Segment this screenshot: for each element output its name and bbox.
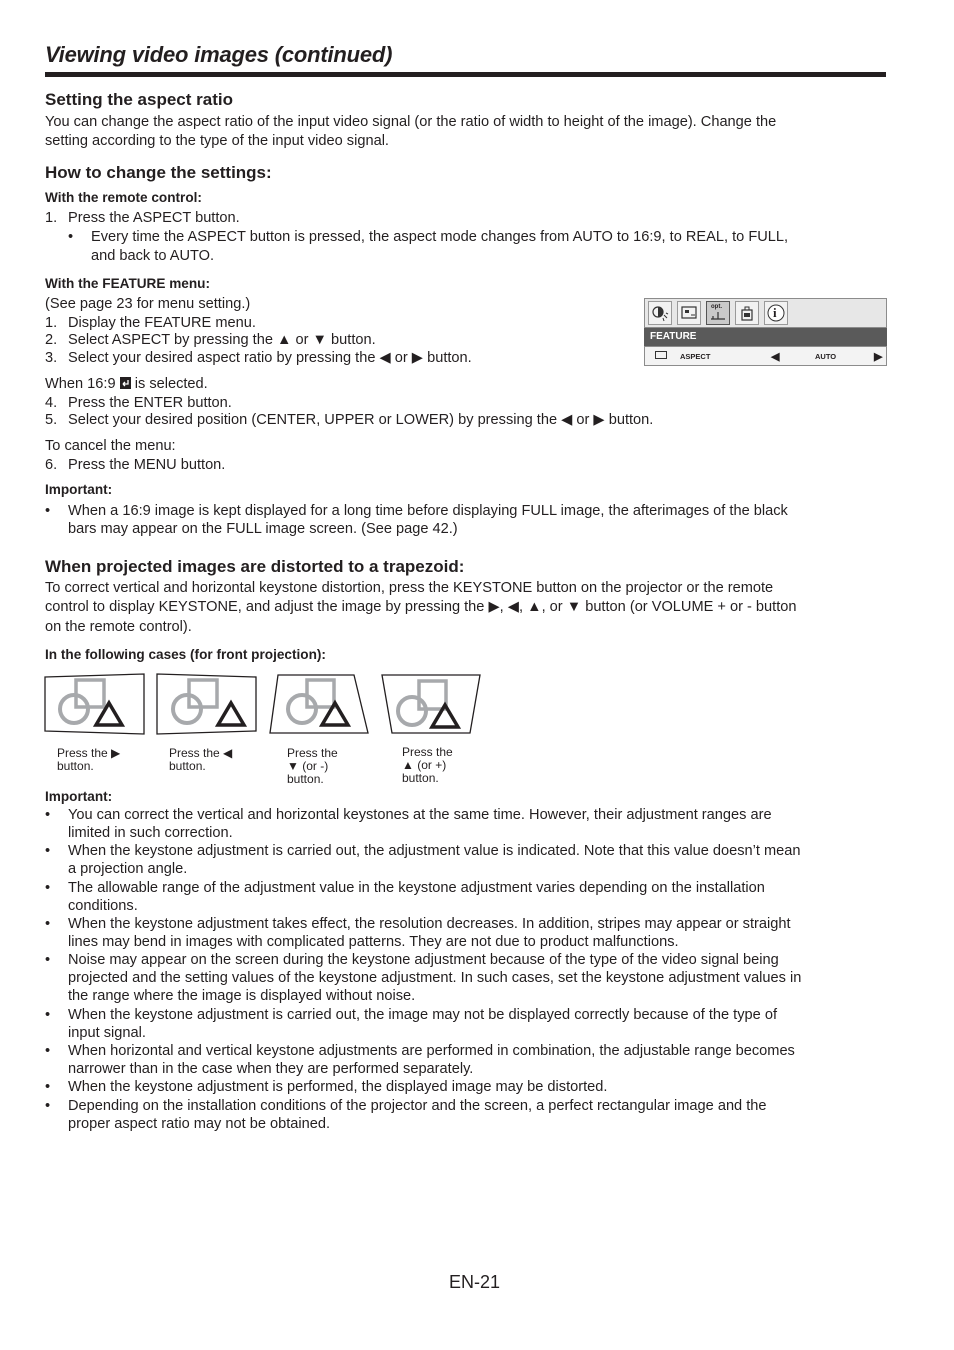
caption-line1: Press the — [287, 746, 338, 760]
bullet-line1: When horizontal and vertical keystone adjustments are performed in combination, the adjustable range becomes — [68, 1043, 795, 1059]
menu-aspect-row — [644, 346, 887, 366]
menu-icon-row — [644, 298, 887, 328]
caption-up — [402, 746, 453, 785]
enter-key-icon — [120, 377, 131, 389]
keystone-bullet — [45, 842, 887, 878]
step-text: Display the FEATURE menu. — [68, 315, 256, 331]
aspect-intro-line2: setting according to the type of the input video signal. — [45, 133, 389, 149]
step-text: Press the MENU button. — [68, 457, 226, 473]
bullet-line2: conditions. — [68, 898, 138, 914]
bullet-line2: lines may bend in images with complicated patterns. They are not due to product malfunctions. — [68, 934, 679, 950]
cancel-text: To cancel the menu: — [45, 438, 176, 454]
keystone-diagram-right — [45, 674, 144, 734]
bullet-dot: • — [45, 1043, 51, 1059]
opt-label: opt. — [711, 304, 722, 310]
page-title: Viewing video images (continued) — [45, 42, 393, 67]
keystone-bullet — [45, 915, 887, 951]
bullet-line3: the range where the image is displayed without noise. — [68, 988, 416, 1004]
installation-icon — [735, 301, 759, 325]
keystone-heading: When projected images are distorted to a trapezoid: — [45, 557, 465, 576]
bullet-dot: • — [45, 1098, 51, 1114]
cases-heading: In the following cases (for front projection): — [45, 647, 326, 662]
keystone-bullet — [45, 879, 887, 915]
keystone-diagram-down — [270, 675, 368, 733]
caption-line3: button. — [287, 772, 324, 786]
caption-line2: button. — [169, 759, 206, 773]
caption-line1: Press the ◀ — [169, 746, 233, 760]
bullet-line2: and back to AUTO. — [91, 248, 215, 264]
bullet-dot: • — [45, 952, 51, 968]
keystone-important-label: Important: — [45, 789, 113, 804]
caption-line1: Press the — [402, 745, 453, 759]
keystone-bullet — [45, 806, 887, 842]
bullet-line1: Depending on the installation conditions of the projector and the screen, a perfect rectangular image and the — [68, 1098, 767, 1114]
bullet-line2: limited in such correction. — [68, 825, 233, 841]
bullet-line1: When the keystone adjustment is carried out, the adjustment value is indicated. Note that this value doesn’t mean — [68, 843, 801, 859]
menu-item-label: ASPECT — [680, 352, 711, 361]
bullet-line2: a projection angle. — [68, 861, 188, 877]
howto-heading: How to change the settings: — [45, 163, 272, 182]
bullet-dot: • — [45, 1079, 51, 1095]
keystone-intro-line3: on the remote control). — [45, 619, 192, 635]
feature-menu-illustration — [644, 298, 887, 366]
step-text: Select your desired position (CENTER, UPPER or LOWER) by pressing the ◀ or ▶ button. — [68, 412, 654, 428]
bullet-line1: When a 16:9 image is kept displayed for a long time before displaying FULL image, the afterimages of the black — [68, 503, 788, 519]
bullet-dot: • — [68, 229, 74, 245]
feature-note: (See page 23 for menu setting.) — [45, 296, 251, 312]
keystone-intro-line1: To correct vertical and horizontal keystone distortion, press the KEYSTONE button on the projector or the remote — [45, 580, 774, 596]
left-arrow-icon: ◀ — [771, 351, 780, 363]
step-number: 1. — [45, 210, 58, 226]
menu-item-value: AUTO — [815, 352, 837, 361]
keystone-intro-line2: control to display KEYSTONE, and adjust the image by pressing the ▶, ◀, ▲, or ▼ button (or VOLUME + or - button — [45, 599, 797, 615]
bullet-line1: Noise may appear on the screen during the keystone adjustment because of the type of the video signal being — [68, 952, 779, 968]
caption-line3: button. — [402, 771, 439, 785]
bullet-line1: Every time the ASPECT button is pressed, the aspect mode changes from AUTO to 16:9, to REAL, to FULL, — [91, 229, 789, 245]
keystone-bullet — [45, 951, 887, 1005]
caption-line2: ▼ (or -) — [287, 759, 329, 773]
keystone-bullet — [45, 1006, 887, 1042]
info-label: i — [773, 305, 777, 320]
bullet-line1: The allowable range of the adjustment value in the keystone adjustment varies depending on the installation — [68, 880, 765, 896]
right-arrow-icon: ▶ — [874, 351, 883, 363]
bullet-dot: • — [45, 843, 51, 859]
step-number: 5. — [45, 412, 58, 428]
aspect-heading: Setting the aspect ratio — [45, 90, 233, 109]
bullet-dot: • — [45, 1007, 51, 1023]
important-label: Important: — [45, 482, 113, 497]
step-text: Select ASPECT by pressing the ▲ or ▼ button. — [68, 332, 376, 348]
step-text: Press the ENTER button. — [68, 395, 232, 411]
keystone-diagram-left — [157, 674, 256, 734]
caption-left — [169, 747, 232, 773]
step-number: 2. — [45, 332, 58, 348]
remote-bullet — [68, 228, 868, 266]
step-number: 1. — [45, 315, 58, 331]
step-number: 3. — [45, 350, 58, 366]
aspect-menu-icon — [655, 351, 667, 359]
caption-down — [287, 747, 338, 786]
bullet-line2: input signal. — [68, 1025, 146, 1041]
bullet-line2: proper aspect ratio may not be obtained. — [68, 1116, 331, 1132]
title-rule — [45, 72, 886, 77]
bullet-dot: • — [45, 503, 51, 519]
bullet-line2: projected and the setting values of the keystone adjustment. In such cases, set the keystone adjustment values in — [68, 970, 802, 986]
feature-heading: With the FEATURE menu: — [45, 276, 211, 291]
page-number: EN-21 — [449, 1272, 501, 1292]
step-text: Select your desired aspect ratio by pressing the ◀ or ▶ button. — [68, 350, 472, 366]
image-adjust-icon — [648, 301, 672, 325]
bullet-line1: When the keystone adjustment is carried out, the image may not be displayed correctly because of the type of — [68, 1007, 777, 1023]
bullet-line2: narrower than in the case when they are performed separately. — [68, 1061, 474, 1077]
important-bullet — [45, 502, 887, 538]
bullet-line1: When the keystone adjustment takes effect, the resolution decreases. In addition, stripes may appear or straight — [68, 916, 791, 932]
bullet-line1: You can correct the vertical and horizontal keystones at the same time. However, their adjustment ranges are — [68, 807, 772, 823]
caption-line2: ▲ (or +) — [402, 758, 447, 772]
bullet-line1: When the keystone adjustment is performed, the displayed image may be distorted. — [68, 1079, 608, 1095]
step-number: 4. — [45, 395, 58, 411]
bullet-dot: • — [45, 916, 51, 932]
keystone-bullet — [45, 1042, 887, 1078]
step-number: 6. — [45, 457, 58, 473]
aspect-intro-line1: You can change the aspect ratio of the input video signal (or the ratio of width to height of the image). Change the — [45, 114, 777, 130]
feature-opt-icon — [706, 301, 730, 325]
caption-line1: Press the ▶ — [57, 746, 121, 760]
bullet-dot: • — [45, 807, 51, 823]
bullet-line2: bars may appear on the FULL image screen. (See page 42.) — [68, 521, 458, 537]
menu-title-bar: FEATURE — [644, 328, 887, 346]
info-icon — [764, 301, 788, 325]
caption-right — [57, 747, 120, 773]
keystone-diagrams — [44, 673, 484, 735]
caption-line2: button. — [57, 759, 94, 773]
when-169-line — [45, 375, 208, 393]
keystone-bullet — [45, 1078, 887, 1096]
when-169-pre: When 16:9 — [45, 376, 116, 392]
keystone-bullet — [45, 1097, 887, 1133]
step-text: Press the ASPECT button. — [68, 210, 240, 226]
picture-icon — [677, 301, 701, 325]
keystone-diagram-up — [382, 675, 480, 733]
remote-heading: With the remote control: — [45, 190, 202, 205]
when-169-post: is selected. — [134, 376, 208, 392]
bullet-dot: • — [45, 880, 51, 896]
